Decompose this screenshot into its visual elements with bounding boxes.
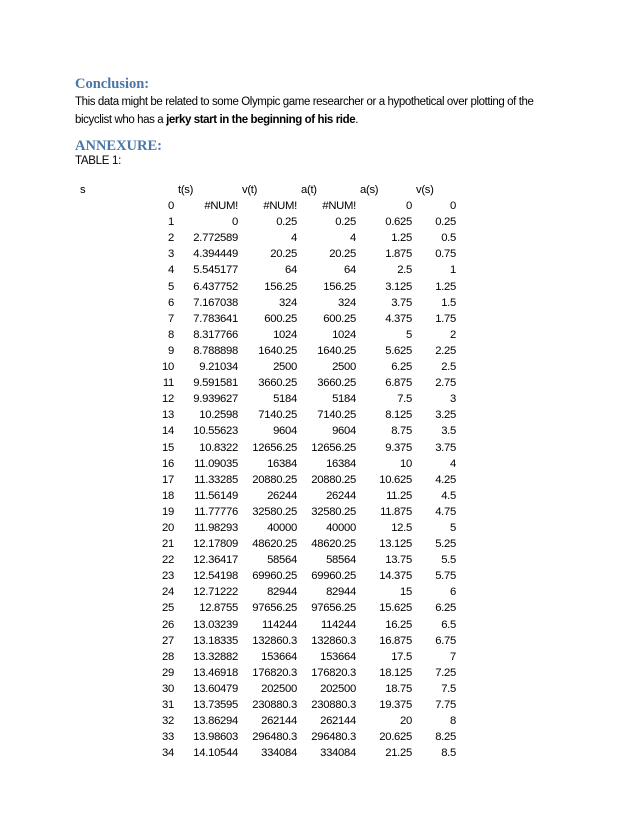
table-row [78, 552, 458, 568]
cell-as: 5 [406, 328, 412, 341]
cell-vs: 6.5 [441, 618, 456, 631]
cell-s: 30 [162, 682, 174, 695]
cell-ts: 12.36417 [193, 554, 238, 567]
cell-ts: 13.73595 [193, 699, 238, 711]
cell-vt: 132860.3 [252, 634, 297, 647]
cell-ts: 12.8755 [199, 602, 238, 615]
table-cell-blank [78, 649, 126, 665]
table-cell-blank [78, 246, 126, 262]
cell-s: 16 [162, 457, 174, 470]
cell-as: 15.625 [379, 602, 412, 615]
cell-ts: 12.17809 [193, 538, 238, 551]
table-row [78, 295, 458, 311]
table-row [78, 649, 458, 665]
cell-vs: 7 [450, 650, 456, 663]
cell-ts: 13.18335 [193, 634, 238, 647]
cell-vt: 16384 [267, 457, 297, 470]
table-cell-blank [78, 697, 126, 713]
table-header-row [78, 182, 458, 198]
cell-vt: 12656.25 [252, 441, 297, 454]
cell-vs: 1.25 [435, 280, 456, 293]
cell-at: 262144 [320, 715, 356, 728]
conclusion-paragraph [75, 93, 555, 129]
cell-s: 10 [162, 361, 174, 374]
table-cell-blank [78, 214, 126, 230]
annexure-heading: ANNEXURE: [75, 138, 162, 154]
cell-vt: 20880.25 [252, 473, 297, 486]
cell-as: 10 [400, 457, 412, 470]
cell-vs: 2.5 [441, 361, 456, 374]
cell-as: 5.625 [385, 344, 412, 357]
cell-as: 18.125 [379, 666, 412, 679]
cell-vs: 2.75 [435, 377, 456, 390]
cell-s: 22 [162, 554, 174, 567]
cell-at: 7140.25 [317, 409, 356, 422]
cell-as: 14.375 [379, 570, 412, 583]
cell-at: 58564 [326, 554, 356, 567]
table-cell-blank [78, 488, 126, 504]
cell-at: 3660.25 [317, 377, 356, 390]
table-row [78, 600, 458, 616]
cell-vt: 20.25 [270, 248, 297, 261]
table-row [78, 198, 458, 214]
cell-s: 23 [162, 570, 174, 583]
cell-as: 16.875 [379, 634, 412, 647]
cell-vt: 5184 [273, 393, 297, 406]
cell-vs: 8.25 [435, 731, 456, 744]
table-cell-blank [78, 295, 126, 311]
table-cell-blank [78, 617, 126, 633]
table-row [78, 440, 458, 456]
cell-s: 5 [168, 280, 174, 293]
cell-vs: 1.5 [441, 296, 456, 309]
cell-ts: 10.2598 [199, 409, 238, 422]
table-row [78, 230, 458, 246]
cell-ts: 9.591581 [193, 377, 238, 390]
cell-ts: 7.167038 [193, 296, 238, 309]
cell-s: 3 [168, 248, 174, 261]
cell-at: #NUM! [322, 200, 356, 213]
conclusion-text: This data might be related to some Olympic game researcher or a hypothetical over plotting of the bicyclist who has a [75, 96, 534, 126]
cell-vt: 9604 [273, 425, 297, 438]
cell-as: 20 [400, 715, 412, 728]
cell-s: 18 [162, 489, 174, 502]
cell-at: 324 [338, 296, 356, 309]
cell-ts: 14.10544 [193, 747, 238, 760]
cell-as: 20.625 [379, 731, 412, 744]
cell-vt: 156.25 [264, 280, 297, 293]
cell-as: 3.75 [391, 296, 412, 309]
cell-ts: 8.317766 [193, 328, 238, 341]
cell-at: 40000 [326, 521, 356, 534]
table-cell-blank [78, 568, 126, 584]
cell-ts: 13.46918 [193, 666, 238, 679]
cell-s: 24 [162, 586, 174, 599]
cell-ts: 11.77776 [194, 505, 238, 518]
cell-s: 15 [162, 441, 174, 454]
cell-ts: 11.09035 [194, 457, 238, 470]
table-cell-blank [78, 311, 126, 327]
cell-s: 17 [162, 473, 174, 486]
cell-vs: 6.75 [435, 634, 456, 647]
table-row [78, 214, 458, 230]
cell-ts: 11.56149 [194, 489, 238, 502]
cell-ts: 8.788898 [193, 344, 238, 357]
table-cell-blank [78, 359, 126, 375]
cell-at: 0.25 [335, 216, 356, 229]
cell-vt: 3660.25 [258, 377, 297, 390]
cell-as: 19.375 [379, 699, 412, 711]
conclusion-heading: Conclusion: [75, 76, 150, 92]
cell-vs: 0.75 [435, 248, 456, 261]
table-cell-blank [78, 520, 126, 536]
cell-vt: 1640.25 [258, 344, 297, 357]
table-cell-blank [78, 633, 126, 649]
cell-at: 176820.3 [311, 666, 356, 679]
table-cell-blank [78, 552, 126, 568]
cell-vs: 5.75 [435, 570, 456, 583]
cell-as: 11.875 [380, 505, 412, 518]
conclusion-bold-text: jerky start in the beginning of his ride [166, 114, 356, 126]
cell-ts: 13.32882 [193, 650, 238, 663]
cell-ts: 5.545177 [193, 264, 238, 277]
cell-s: 11 [162, 377, 174, 390]
table-cell-blank [78, 536, 126, 552]
table-row [78, 520, 458, 536]
cell-ts: 13.03239 [193, 618, 238, 631]
cell-vs: 5.5 [441, 554, 456, 567]
table-row [78, 584, 458, 600]
cell-as: 6.25 [391, 361, 412, 374]
cell-as: 1.25 [391, 232, 412, 245]
cell-vt: 2500 [273, 361, 297, 374]
table-row [78, 472, 458, 488]
cell-vs: 7.75 [435, 699, 456, 711]
cell-vs: 4.75 [435, 505, 456, 518]
cell-vt: 230880.3 [252, 699, 297, 711]
cell-vt: 48620.25 [252, 538, 297, 551]
table-cell-blank [78, 600, 126, 616]
cell-ts: 6.437752 [193, 280, 238, 293]
cell-as: 0 [406, 200, 412, 213]
cell-as: 16.25 [385, 618, 412, 631]
table-row [78, 729, 458, 745]
cell-vs: 3 [450, 393, 456, 406]
cell-vs: 5 [450, 521, 456, 534]
table-row [78, 745, 458, 761]
cell-as: 6.875 [385, 377, 412, 390]
cell-vt: 1024 [273, 328, 297, 341]
cell-s: 4 [168, 264, 174, 277]
table-cell-blank [78, 343, 126, 359]
cell-ts: 0 [232, 216, 238, 229]
cell-at: 20880.25 [311, 473, 356, 486]
cell-as: 4.375 [385, 312, 412, 325]
cell-vt: 153664 [261, 650, 297, 663]
cell-s: 1 [168, 216, 174, 229]
table-row [78, 713, 458, 729]
table-cell-blank [78, 584, 126, 600]
cell-as: 18.75 [385, 682, 412, 695]
cell-vs: 4 [450, 457, 456, 470]
table-row [78, 279, 458, 295]
cell-vs: 4.5 [441, 489, 456, 502]
table-cell-blank [78, 423, 126, 439]
cell-at: 48620.25 [311, 538, 356, 551]
cell-ts: 9.21034 [199, 361, 238, 374]
cell-at: 32580.25 [311, 505, 356, 518]
cell-vs: 0.5 [441, 232, 456, 245]
table-cell-blank [78, 729, 126, 745]
table-cell-blank [78, 665, 126, 681]
cell-at: 114244 [320, 618, 356, 631]
table-cell-blank [78, 472, 126, 488]
cell-ts: 11.33285 [194, 473, 238, 486]
cell-s: 27 [162, 634, 174, 647]
cell-ts: #NUM! [204, 200, 238, 213]
table-row [78, 327, 458, 343]
table-cell-blank [78, 456, 126, 472]
table-cell-blank [78, 230, 126, 246]
table-cell-blank [78, 745, 126, 761]
cell-s: 25 [162, 602, 174, 615]
cell-at: 132860.3 [311, 634, 356, 647]
header-vs: v(s) [416, 184, 434, 196]
header-at: a(t) [301, 184, 317, 196]
cell-vt: 32580.25 [252, 505, 297, 518]
cell-s: 29 [162, 666, 174, 679]
cell-s: 7 [168, 312, 174, 325]
table-cell-blank [78, 681, 126, 697]
cell-ts: 7.783641 [193, 312, 238, 325]
cell-vt: 58564 [267, 554, 297, 567]
cell-vt: 7140.25 [258, 409, 297, 422]
cell-vt: 296480.3 [252, 731, 297, 744]
cell-at: 296480.3 [311, 731, 356, 744]
table-cell-blank [78, 407, 126, 423]
cell-s: 12 [162, 393, 174, 406]
table-cell-blank [78, 713, 126, 729]
table-row [78, 359, 458, 375]
table-row [78, 633, 458, 649]
table-cell-blank [78, 327, 126, 343]
cell-vt: 334084 [261, 747, 297, 760]
cell-vs: 2.25 [435, 344, 456, 357]
cell-at: 69960.25 [311, 570, 356, 583]
cell-as: 13.125 [379, 538, 412, 551]
table-row [78, 488, 458, 504]
cell-vs: 6.25 [435, 602, 456, 615]
table-cell-blank [78, 440, 126, 456]
cell-at: 12656.25 [311, 441, 356, 454]
cell-s: 6 [168, 296, 174, 309]
cell-ts: 12.54198 [193, 570, 238, 583]
table-row [78, 343, 458, 359]
cell-as: 11.25 [386, 489, 412, 502]
table-row [78, 536, 458, 552]
table-row [78, 617, 458, 633]
cell-at: 202500 [320, 682, 356, 695]
cell-at: 156.25 [323, 280, 356, 293]
cell-at: 20.25 [329, 248, 356, 261]
cell-as: 0.625 [385, 216, 412, 229]
cell-as: 9.375 [385, 441, 412, 454]
table-cell-blank [78, 262, 126, 278]
cell-vs: 6 [450, 586, 456, 599]
cell-as: 8.125 [385, 409, 412, 422]
cell-s: 31 [162, 699, 174, 711]
table-row [78, 246, 458, 262]
cell-vs: 8 [450, 715, 456, 728]
cell-vt: 26244 [267, 489, 297, 502]
cell-at: 4 [350, 232, 356, 245]
cell-at: 153664 [320, 650, 356, 663]
cell-vt: 64 [285, 264, 297, 277]
table-row [78, 311, 458, 327]
cell-at: 5184 [332, 393, 356, 406]
cell-ts: 13.86294 [193, 715, 238, 728]
cell-s: 19 [162, 505, 174, 518]
table-cell-blank [78, 279, 126, 295]
cell-s: 33 [162, 731, 174, 744]
cell-ts: 4.394449 [193, 248, 238, 261]
table-row [78, 665, 458, 681]
cell-ts: 2.772589 [193, 232, 238, 245]
cell-vt: 324 [279, 296, 297, 309]
cell-as: 10.625 [379, 473, 412, 486]
conclusion-text-end: . [355, 114, 358, 126]
table-row [78, 681, 458, 697]
cell-ts: 12.71222 [193, 586, 238, 599]
cell-vs: 1 [450, 264, 456, 277]
cell-vs: 3.75 [435, 441, 456, 454]
cell-as: 17.5 [391, 650, 412, 663]
cell-at: 1024 [332, 328, 356, 341]
table-row [78, 697, 458, 713]
cell-at: 26244 [326, 489, 356, 502]
cell-as: 1.875 [385, 248, 412, 261]
table-row [78, 568, 458, 584]
cell-ts: 13.60479 [193, 682, 238, 695]
table-row [78, 504, 458, 520]
cell-at: 334084 [320, 747, 356, 760]
header-vt: v(t) [242, 184, 258, 196]
cell-vt: 600.25 [264, 312, 297, 325]
table-cell-blank [78, 198, 126, 214]
table-row [78, 375, 458, 391]
table-row [78, 407, 458, 423]
cell-s: 13 [162, 409, 174, 422]
cell-s: 0 [168, 200, 174, 213]
table-cell-blank [78, 391, 126, 407]
cell-at: 16384 [326, 457, 356, 470]
cell-vs: 4.25 [435, 473, 456, 486]
cell-vs: 7.25 [435, 666, 456, 679]
cell-s: 32 [162, 715, 174, 728]
table-row [78, 423, 458, 439]
cell-s: 2 [168, 232, 174, 245]
cell-s: 14 [162, 425, 174, 438]
cell-vs: 5.25 [435, 538, 456, 551]
cell-at: 9604 [332, 425, 356, 438]
cell-vt: 176820.3 [252, 666, 297, 679]
cell-vt: 114244 [261, 618, 297, 631]
cell-vs: 3.5 [441, 425, 456, 438]
cell-at: 600.25 [323, 312, 356, 325]
cell-vs: 0 [450, 200, 456, 213]
cell-ts: 9.939627 [193, 393, 238, 406]
cell-vt: #NUM! [263, 200, 297, 213]
cell-as: 12.5 [391, 521, 412, 534]
cell-at: 64 [344, 264, 356, 277]
cell-as: 3.125 [385, 280, 412, 293]
cell-at: 230880.3 [311, 699, 356, 711]
cell-vt: 0.25 [276, 216, 297, 229]
cell-vs: 8.5 [441, 747, 456, 760]
cell-as: 2.5 [397, 264, 412, 277]
cell-vt: 40000 [267, 521, 297, 534]
cell-vt: 69960.25 [252, 570, 297, 583]
cell-ts: 13.98603 [193, 731, 238, 744]
cell-s: 26 [162, 618, 174, 631]
table-body [78, 198, 458, 761]
table-row [78, 456, 458, 472]
cell-vs: 7.5 [441, 682, 456, 695]
table-row [78, 391, 458, 407]
cell-as: 8.75 [391, 425, 412, 438]
cell-as: 15 [400, 586, 412, 599]
cell-s: 9 [168, 344, 174, 357]
cell-vt: 202500 [261, 682, 297, 695]
cell-vs: 3.25 [435, 409, 456, 422]
cell-as: 13.75 [385, 554, 412, 567]
cell-at: 82944 [326, 586, 356, 599]
cell-as: 7.5 [397, 393, 412, 406]
cell-s: 34 [162, 747, 174, 760]
cell-vt: 97656.25 [252, 602, 297, 615]
cell-as: 21.25 [385, 747, 412, 760]
cell-s: 21 [162, 538, 174, 551]
cell-vs: 2 [450, 328, 456, 341]
table-cell-blank [78, 375, 126, 391]
cell-s: 28 [162, 650, 174, 663]
cell-at: 97656.25 [311, 602, 356, 615]
cell-vt: 82944 [267, 586, 297, 599]
table-cell-blank [78, 504, 126, 520]
cell-vs: 0.25 [435, 216, 456, 229]
table-row [78, 262, 458, 278]
cell-ts: 10.8322 [199, 441, 238, 454]
cell-s: 20 [162, 521, 174, 534]
cell-ts: 11.98293 [194, 521, 238, 534]
header-spacer [126, 182, 176, 198]
table-caption: TABLE 1: [75, 155, 121, 167]
header-as: a(s) [360, 184, 379, 196]
cell-vs: 1.75 [435, 312, 456, 325]
cell-at: 1640.25 [317, 344, 356, 357]
cell-vt: 4 [291, 232, 297, 245]
cell-s: 8 [168, 328, 174, 341]
cell-vt: 262144 [261, 715, 297, 728]
data-table [78, 182, 458, 761]
header-s: s [80, 184, 86, 196]
cell-ts: 10.55623 [193, 425, 238, 438]
cell-at: 2500 [332, 361, 356, 374]
header-ts: t(s) [178, 184, 194, 196]
